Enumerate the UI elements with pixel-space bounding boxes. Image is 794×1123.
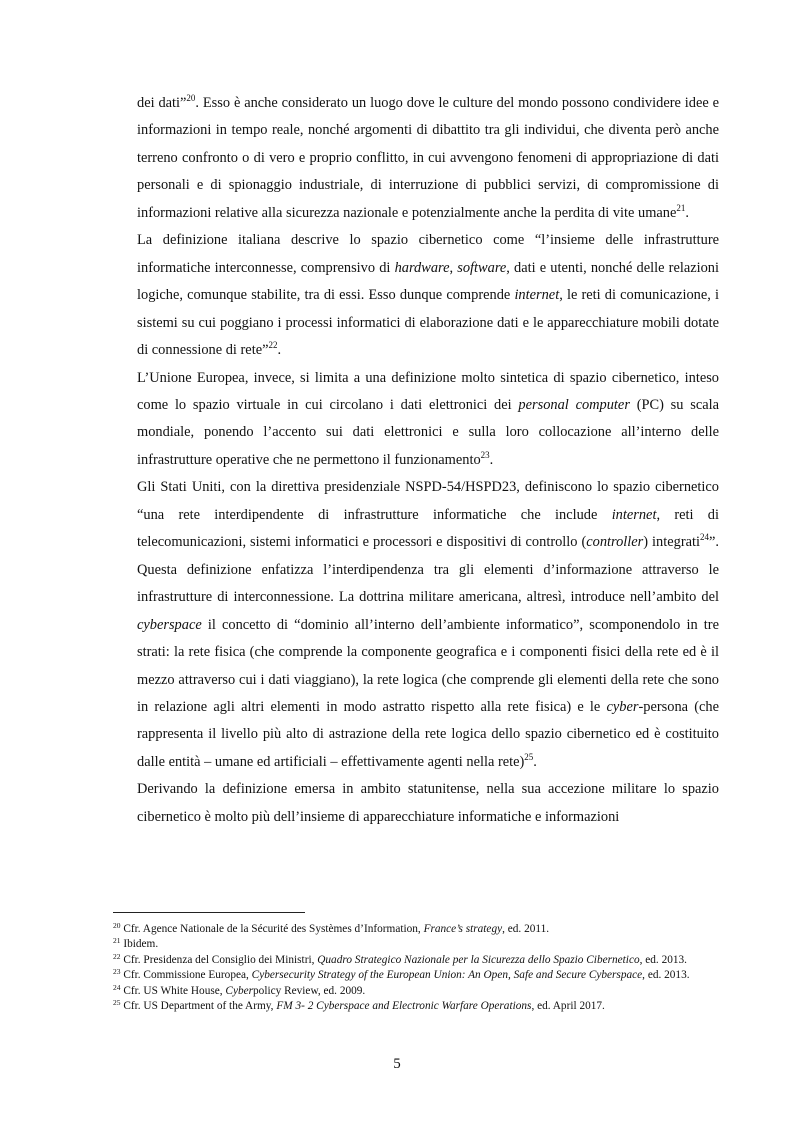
italic-run: cyber — [606, 698, 639, 715]
italic-run: cyberspace — [137, 616, 202, 633]
footnote-ref: 20 — [186, 93, 196, 103]
italic-run: Quadro Strategico Nazionale per la Sicurezza dello Spazio Cibernetico — [317, 953, 640, 966]
footnote-separator — [113, 912, 305, 913]
footnote-ref: 24 — [700, 532, 709, 543]
footnote — [113, 999, 719, 1014]
italic-run: controller — [586, 534, 644, 551]
footnote-number: 22 — [113, 951, 121, 961]
footnote-ref: 23 — [480, 449, 490, 460]
text-run: Ibidem. — [123, 938, 159, 951]
italic-run: internet — [514, 287, 560, 304]
italic-run: Cybersecurity Strategy of the European Union: An Open, Safe and Secure Cyberspace — [251, 969, 643, 982]
text-run: L’Unione Europea, invece, si limita a una definizione molto sintetica di spazio cibernetico, inteso come lo spazio virtuale in cui circolano i dati elettronici dei — [137, 369, 719, 413]
text-run: -persona (che rappresenta il livello più alto di astrazione della rete logica dello spazio cibernetico ed è costituito dalle entità – umane ed artificiali – effettivamente agenti nella rete) — [137, 698, 720, 770]
footnote-number: 21 — [113, 936, 121, 946]
text-run: Cfr. US White House, — [123, 984, 226, 997]
body-text — [137, 90, 719, 831]
footnote-number: 20 — [113, 921, 121, 930]
footnote-ref: 22 — [268, 340, 278, 351]
text-run: . — [533, 753, 537, 770]
footnote-number: 25 — [113, 998, 121, 1008]
paragraph — [137, 474, 719, 776]
page-number: 5 — [393, 1056, 401, 1072]
text-run: . — [489, 451, 494, 468]
text-run: . — [277, 342, 282, 359]
text-run: , ed. 2013. — [642, 969, 690, 982]
footnote-ref: 21 — [676, 202, 686, 213]
italic-run: personal computer — [518, 396, 630, 413]
text-run: . Esso è anche considerato un luogo dove le culture del mondo possono condividere idee e informazioni in tempo reale, nonché argomenti di dibattito tra gli individui, che diventa però anche terreno confronto o di vero e proprio conflitto, in cui avvengono fenomeni di appropriazione di dati personali e di spionaggio industriale, di interruzione di pubblici servizi, di compromissione di informazioni relative alla sicurezza nazionale e potenzialmente anche la perdita di vite umane — [137, 95, 719, 221]
footnote — [113, 984, 719, 999]
footnote — [113, 953, 719, 968]
text-run: Derivando la definizione emersa in ambito statunitense, nella sua accezione militare lo spazio cibernetico è molto più dell’insieme di apparecchiature informatiche e informazioni — [137, 781, 719, 825]
text-run: dei dati” — [137, 95, 187, 111]
text-run: (PC) su scala mondiale, ponendo l’accento sui dati elettronici e sulla loro collocazione all’interno delle infrastrutture operative che ne permettono il funzionamento — [137, 396, 719, 468]
paragraph — [137, 365, 719, 475]
text-run: Cfr. Agence Nationale de la Sécurité des Systèmes d’Information, — [123, 923, 424, 935]
footnote-number: 24 — [113, 982, 121, 992]
footnote — [113, 922, 719, 937]
text-run: policy Review, ed. 2009. — [253, 984, 366, 997]
text-run: , reti di telecomunicazioni, sistemi informatici e processori e dispositivi di controllo ( — [137, 506, 719, 551]
text-run: , ed. April 2017. — [531, 1000, 605, 1013]
footnote — [113, 937, 719, 952]
paragraph — [137, 227, 719, 364]
text-run: ) integrati — [643, 534, 700, 551]
text-run: , — [449, 259, 458, 276]
paragraph — [137, 776, 719, 831]
footnote-number: 23 — [113, 967, 121, 977]
footnote — [113, 968, 719, 983]
italic-run: internet — [611, 506, 657, 523]
text-run: , dati e utenti, nonché delle relazioni logiche, comunque stabilite, tra di essi. Esso dunque comprende — [137, 259, 719, 304]
italic-run: hardware — [394, 259, 450, 276]
text-run: Gli Stati Uniti, con la direttiva presidenziale NSPD-54/HSPD23, definiscono lo spazio cibernetico “una rete interdipendente di infrastrutture informatiche che include — [137, 479, 719, 523]
text-run: , ed. 2011. — [502, 923, 550, 935]
italic-run: FM 3- 2 Cyberspace and Electronic Warfare Operations — [276, 1000, 532, 1013]
text-run: , le reti di comunicazione, i sistemi su cui poggiano i processi informatici di elaborazione dati e le apparecchiature mobili dotate di connessione di rete” — [137, 287, 719, 359]
footnote-ref: 25 — [524, 751, 534, 762]
italic-run: Cyber — [225, 984, 254, 997]
text-run: , ed. 2013. — [639, 953, 687, 966]
paragraph — [137, 90, 719, 227]
text-run: Cfr. US Department of the Army, — [123, 1000, 277, 1013]
italic-run: software — [457, 259, 507, 276]
text-run: ”. Questa definizione enfatizza l’interdipendenza tra gli elementi d’informazione attraverso le infrastrutture di interconnessione. La dottrina militare americana, altresì, introduce nell’ambito del — [137, 534, 719, 606]
text-run: Cfr. Presidenza del Consiglio dei Ministri, — [123, 953, 318, 966]
footnotes — [113, 922, 719, 1014]
text-run: Cfr. Commissione Europea, — [123, 969, 252, 982]
text-run: . — [685, 204, 689, 221]
italic-run: France’s strategy — [423, 923, 503, 935]
text-run: il concetto di “dominio all’interno dell’ambiente informatico”, scomponendolo in tre strati: la rete fisica (che comprende la componente geografica e i componenti fisici della rete ed è il mezzo attraverso cui i dati viaggiano), la rete logica (che comprende gli elementi della rete che sono in relazione agli altri elementi in modo astratto rispetto alla rete fisica) e le — [137, 616, 719, 715]
text-run: La definizione italiana descrive lo spazio cibernetico come “l’insieme delle infrastrutture informatiche interconnesse, comprensivo di — [137, 232, 719, 276]
